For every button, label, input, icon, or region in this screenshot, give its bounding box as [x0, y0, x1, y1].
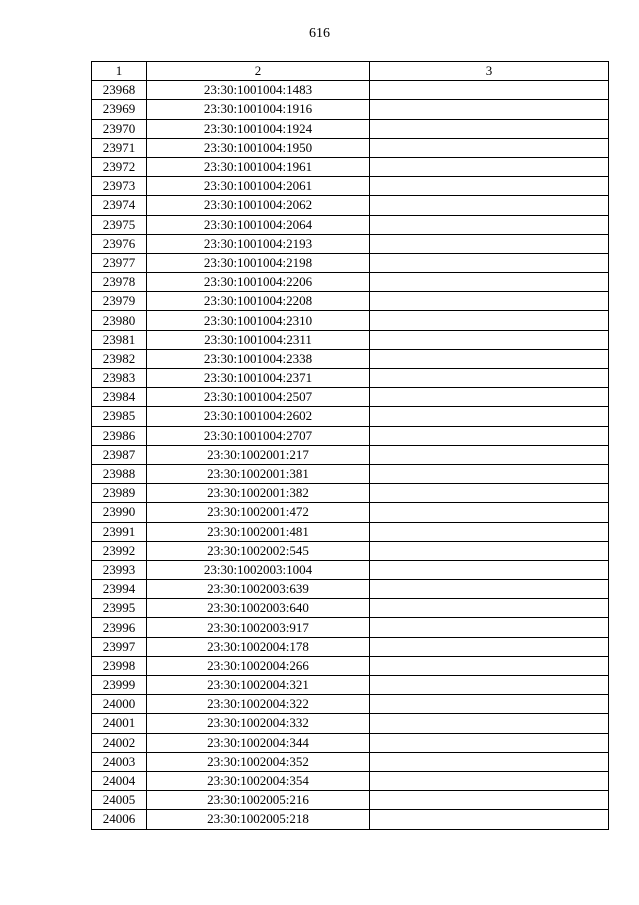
- row-number-cell: 23984: [92, 388, 147, 407]
- note-cell: [370, 349, 609, 368]
- table-row: [92, 599, 609, 618]
- table-row: [92, 752, 609, 771]
- note-cell: [370, 388, 609, 407]
- row-number-cell: 23968: [92, 81, 147, 100]
- table-row: [92, 157, 609, 176]
- page-number: 616: [309, 26, 330, 41]
- note-cell: [370, 810, 609, 829]
- table-row: [92, 676, 609, 695]
- column-header-1: 1: [92, 62, 147, 81]
- note-cell: [370, 330, 609, 349]
- note-cell: [370, 752, 609, 771]
- table-row: [92, 560, 609, 579]
- cadastral-number-cell: 23:30:1001004:2338: [147, 349, 370, 368]
- cadastral-number-cell: 23:30:1001004:2206: [147, 273, 370, 292]
- table-row: [92, 330, 609, 349]
- row-number-cell: 23972: [92, 157, 147, 176]
- note-cell: [370, 580, 609, 599]
- table-row: [92, 484, 609, 503]
- cadastral-number-cell: 23:30:1001004:2062: [147, 196, 370, 215]
- table-row: [92, 522, 609, 541]
- note-cell: [370, 273, 609, 292]
- row-number-cell: 24001: [92, 714, 147, 733]
- row-number-cell: 23974: [92, 196, 147, 215]
- cadastral-number-cell: 23:30:1001004:1924: [147, 119, 370, 138]
- row-number-cell: 23970: [92, 119, 147, 138]
- table-header-row: [92, 62, 609, 81]
- note-cell: [370, 100, 609, 119]
- note-cell: [370, 733, 609, 752]
- row-number-cell: 23969: [92, 100, 147, 119]
- cadastral-number-cell: 23:30:1001004:1961: [147, 157, 370, 176]
- row-number-cell: 23998: [92, 656, 147, 675]
- cadastral-number-cell: 23:30:1001004:2193: [147, 234, 370, 253]
- table-row: [92, 196, 609, 215]
- note-cell: [370, 369, 609, 388]
- registry-table: [91, 61, 609, 830]
- cadastral-number-cell: 23:30:1001004:2061: [147, 177, 370, 196]
- cadastral-number-cell: 23:30:1002004:352: [147, 752, 370, 771]
- table-row: [92, 138, 609, 157]
- cadastral-number-cell: 23:30:1001004:1483: [147, 81, 370, 100]
- cadastral-number-cell: 23:30:1002003:640: [147, 599, 370, 618]
- cadastral-number-cell: 23:30:1001004:2208: [147, 292, 370, 311]
- cadastral-number-cell: 23:30:1002004:178: [147, 637, 370, 656]
- note-cell: [370, 292, 609, 311]
- cadastral-number-cell: 23:30:1002004:322: [147, 695, 370, 714]
- note-cell: [370, 119, 609, 138]
- note-cell: [370, 407, 609, 426]
- row-number-cell: 23990: [92, 503, 147, 522]
- cadastral-number-cell: 23:30:1002001:217: [147, 445, 370, 464]
- row-number-cell: 24002: [92, 733, 147, 752]
- note-cell: [370, 522, 609, 541]
- note-cell: [370, 196, 609, 215]
- row-number-cell: 24006: [92, 810, 147, 829]
- row-number-cell: 23981: [92, 330, 147, 349]
- row-number-cell: 23975: [92, 215, 147, 234]
- note-cell: [370, 81, 609, 100]
- table-row: [92, 234, 609, 253]
- row-number-cell: 23999: [92, 676, 147, 695]
- row-number-cell: 23987: [92, 445, 147, 464]
- cadastral-number-cell: 23:30:1002004:332: [147, 714, 370, 733]
- table-row: [92, 791, 609, 810]
- note-cell: [370, 215, 609, 234]
- table-row: [92, 810, 609, 829]
- note-cell: [370, 234, 609, 253]
- cadastral-number-cell: 23:30:1002001:472: [147, 503, 370, 522]
- table-row: [92, 637, 609, 656]
- row-number-cell: 23980: [92, 311, 147, 330]
- cadastral-number-cell: 23:30:1002001:481: [147, 522, 370, 541]
- table-body: [92, 81, 609, 829]
- table-row: [92, 541, 609, 560]
- note-cell: [370, 771, 609, 790]
- note-cell: [370, 503, 609, 522]
- cadastral-number-cell: 23:30:1002003:1004: [147, 560, 370, 579]
- cadastral-number-cell: 23:30:1001004:1916: [147, 100, 370, 119]
- table-row: [92, 445, 609, 464]
- note-cell: [370, 484, 609, 503]
- table-row: [92, 426, 609, 445]
- cadastral-number-cell: 23:30:1002001:382: [147, 484, 370, 503]
- row-number-cell: 23977: [92, 253, 147, 272]
- table-row: [92, 464, 609, 483]
- row-number-cell: 23985: [92, 407, 147, 426]
- table-row: [92, 580, 609, 599]
- row-number-cell: 23983: [92, 369, 147, 388]
- cadastral-number-cell: 23:30:1001004:2311: [147, 330, 370, 349]
- note-cell: [370, 695, 609, 714]
- cadastral-number-cell: 23:30:1001004:2371: [147, 369, 370, 388]
- table-row: [92, 100, 609, 119]
- table-row: [92, 407, 609, 426]
- note-cell: [370, 138, 609, 157]
- table-row: [92, 119, 609, 138]
- row-number-cell: 23994: [92, 580, 147, 599]
- row-number-cell: 23995: [92, 599, 147, 618]
- note-cell: [370, 599, 609, 618]
- row-number-cell: 23973: [92, 177, 147, 196]
- table-row: [92, 81, 609, 100]
- row-number-cell: 23971: [92, 138, 147, 157]
- note-cell: [370, 656, 609, 675]
- note-cell: [370, 541, 609, 560]
- table-row: [92, 215, 609, 234]
- table-row: [92, 714, 609, 733]
- table-row: [92, 177, 609, 196]
- column-header-3: 3: [370, 62, 609, 81]
- row-number-cell: 23986: [92, 426, 147, 445]
- cadastral-number-cell: 23:30:1001004:2198: [147, 253, 370, 272]
- row-number-cell: 23976: [92, 234, 147, 253]
- table-row: [92, 253, 609, 272]
- note-cell: [370, 618, 609, 637]
- cadastral-number-cell: 23:30:1001004:1950: [147, 138, 370, 157]
- table-row: [92, 695, 609, 714]
- table-row: [92, 292, 609, 311]
- row-number-cell: 24004: [92, 771, 147, 790]
- note-cell: [370, 714, 609, 733]
- table-row: [92, 771, 609, 790]
- row-number-cell: 23989: [92, 484, 147, 503]
- table-row: [92, 503, 609, 522]
- cadastral-number-cell: 23:30:1001004:2064: [147, 215, 370, 234]
- row-number-cell: 23988: [92, 464, 147, 483]
- row-number-cell: 24003: [92, 752, 147, 771]
- cadastral-number-cell: 23:30:1001004:2310: [147, 311, 370, 330]
- note-cell: [370, 791, 609, 810]
- note-cell: [370, 177, 609, 196]
- cadastral-number-cell: 23:30:1002005:218: [147, 810, 370, 829]
- cadastral-number-cell: 23:30:1002004:344: [147, 733, 370, 752]
- row-number-cell: 24000: [92, 695, 147, 714]
- cadastral-number-cell: 23:30:1002005:216: [147, 791, 370, 810]
- column-header-2: 2: [147, 62, 370, 81]
- note-cell: [370, 464, 609, 483]
- note-cell: [370, 311, 609, 330]
- cadastral-number-cell: 23:30:1002003:917: [147, 618, 370, 637]
- table-row: [92, 656, 609, 675]
- row-number-cell: 23978: [92, 273, 147, 292]
- cadastral-number-cell: 23:30:1002001:381: [147, 464, 370, 483]
- note-cell: [370, 637, 609, 656]
- table-row: [92, 273, 609, 292]
- table-row: [92, 369, 609, 388]
- table-row: [92, 311, 609, 330]
- table-row: [92, 733, 609, 752]
- row-number-cell: 23982: [92, 349, 147, 368]
- row-number-cell: 24005: [92, 791, 147, 810]
- table-row: [92, 388, 609, 407]
- cadastral-number-cell: 23:30:1002004:266: [147, 656, 370, 675]
- row-number-cell: 23991: [92, 522, 147, 541]
- table-row: [92, 618, 609, 637]
- row-number-cell: 23996: [92, 618, 147, 637]
- row-number-cell: 23979: [92, 292, 147, 311]
- cadastral-number-cell: 23:30:1002004:354: [147, 771, 370, 790]
- cadastral-number-cell: 23:30:1001004:2602: [147, 407, 370, 426]
- cadastral-number-cell: 23:30:1002002:545: [147, 541, 370, 560]
- table-row: [92, 349, 609, 368]
- cadastral-number-cell: 23:30:1002003:639: [147, 580, 370, 599]
- row-number-cell: 23992: [92, 541, 147, 560]
- cadastral-number-cell: 23:30:1001004:2507: [147, 388, 370, 407]
- note-cell: [370, 157, 609, 176]
- row-number-cell: 23997: [92, 637, 147, 656]
- note-cell: [370, 426, 609, 445]
- note-cell: [370, 676, 609, 695]
- row-number-cell: 23993: [92, 560, 147, 579]
- cadastral-number-cell: 23:30:1002004:321: [147, 676, 370, 695]
- note-cell: [370, 560, 609, 579]
- note-cell: [370, 253, 609, 272]
- note-cell: [370, 445, 609, 464]
- cadastral-number-cell: 23:30:1001004:2707: [147, 426, 370, 445]
